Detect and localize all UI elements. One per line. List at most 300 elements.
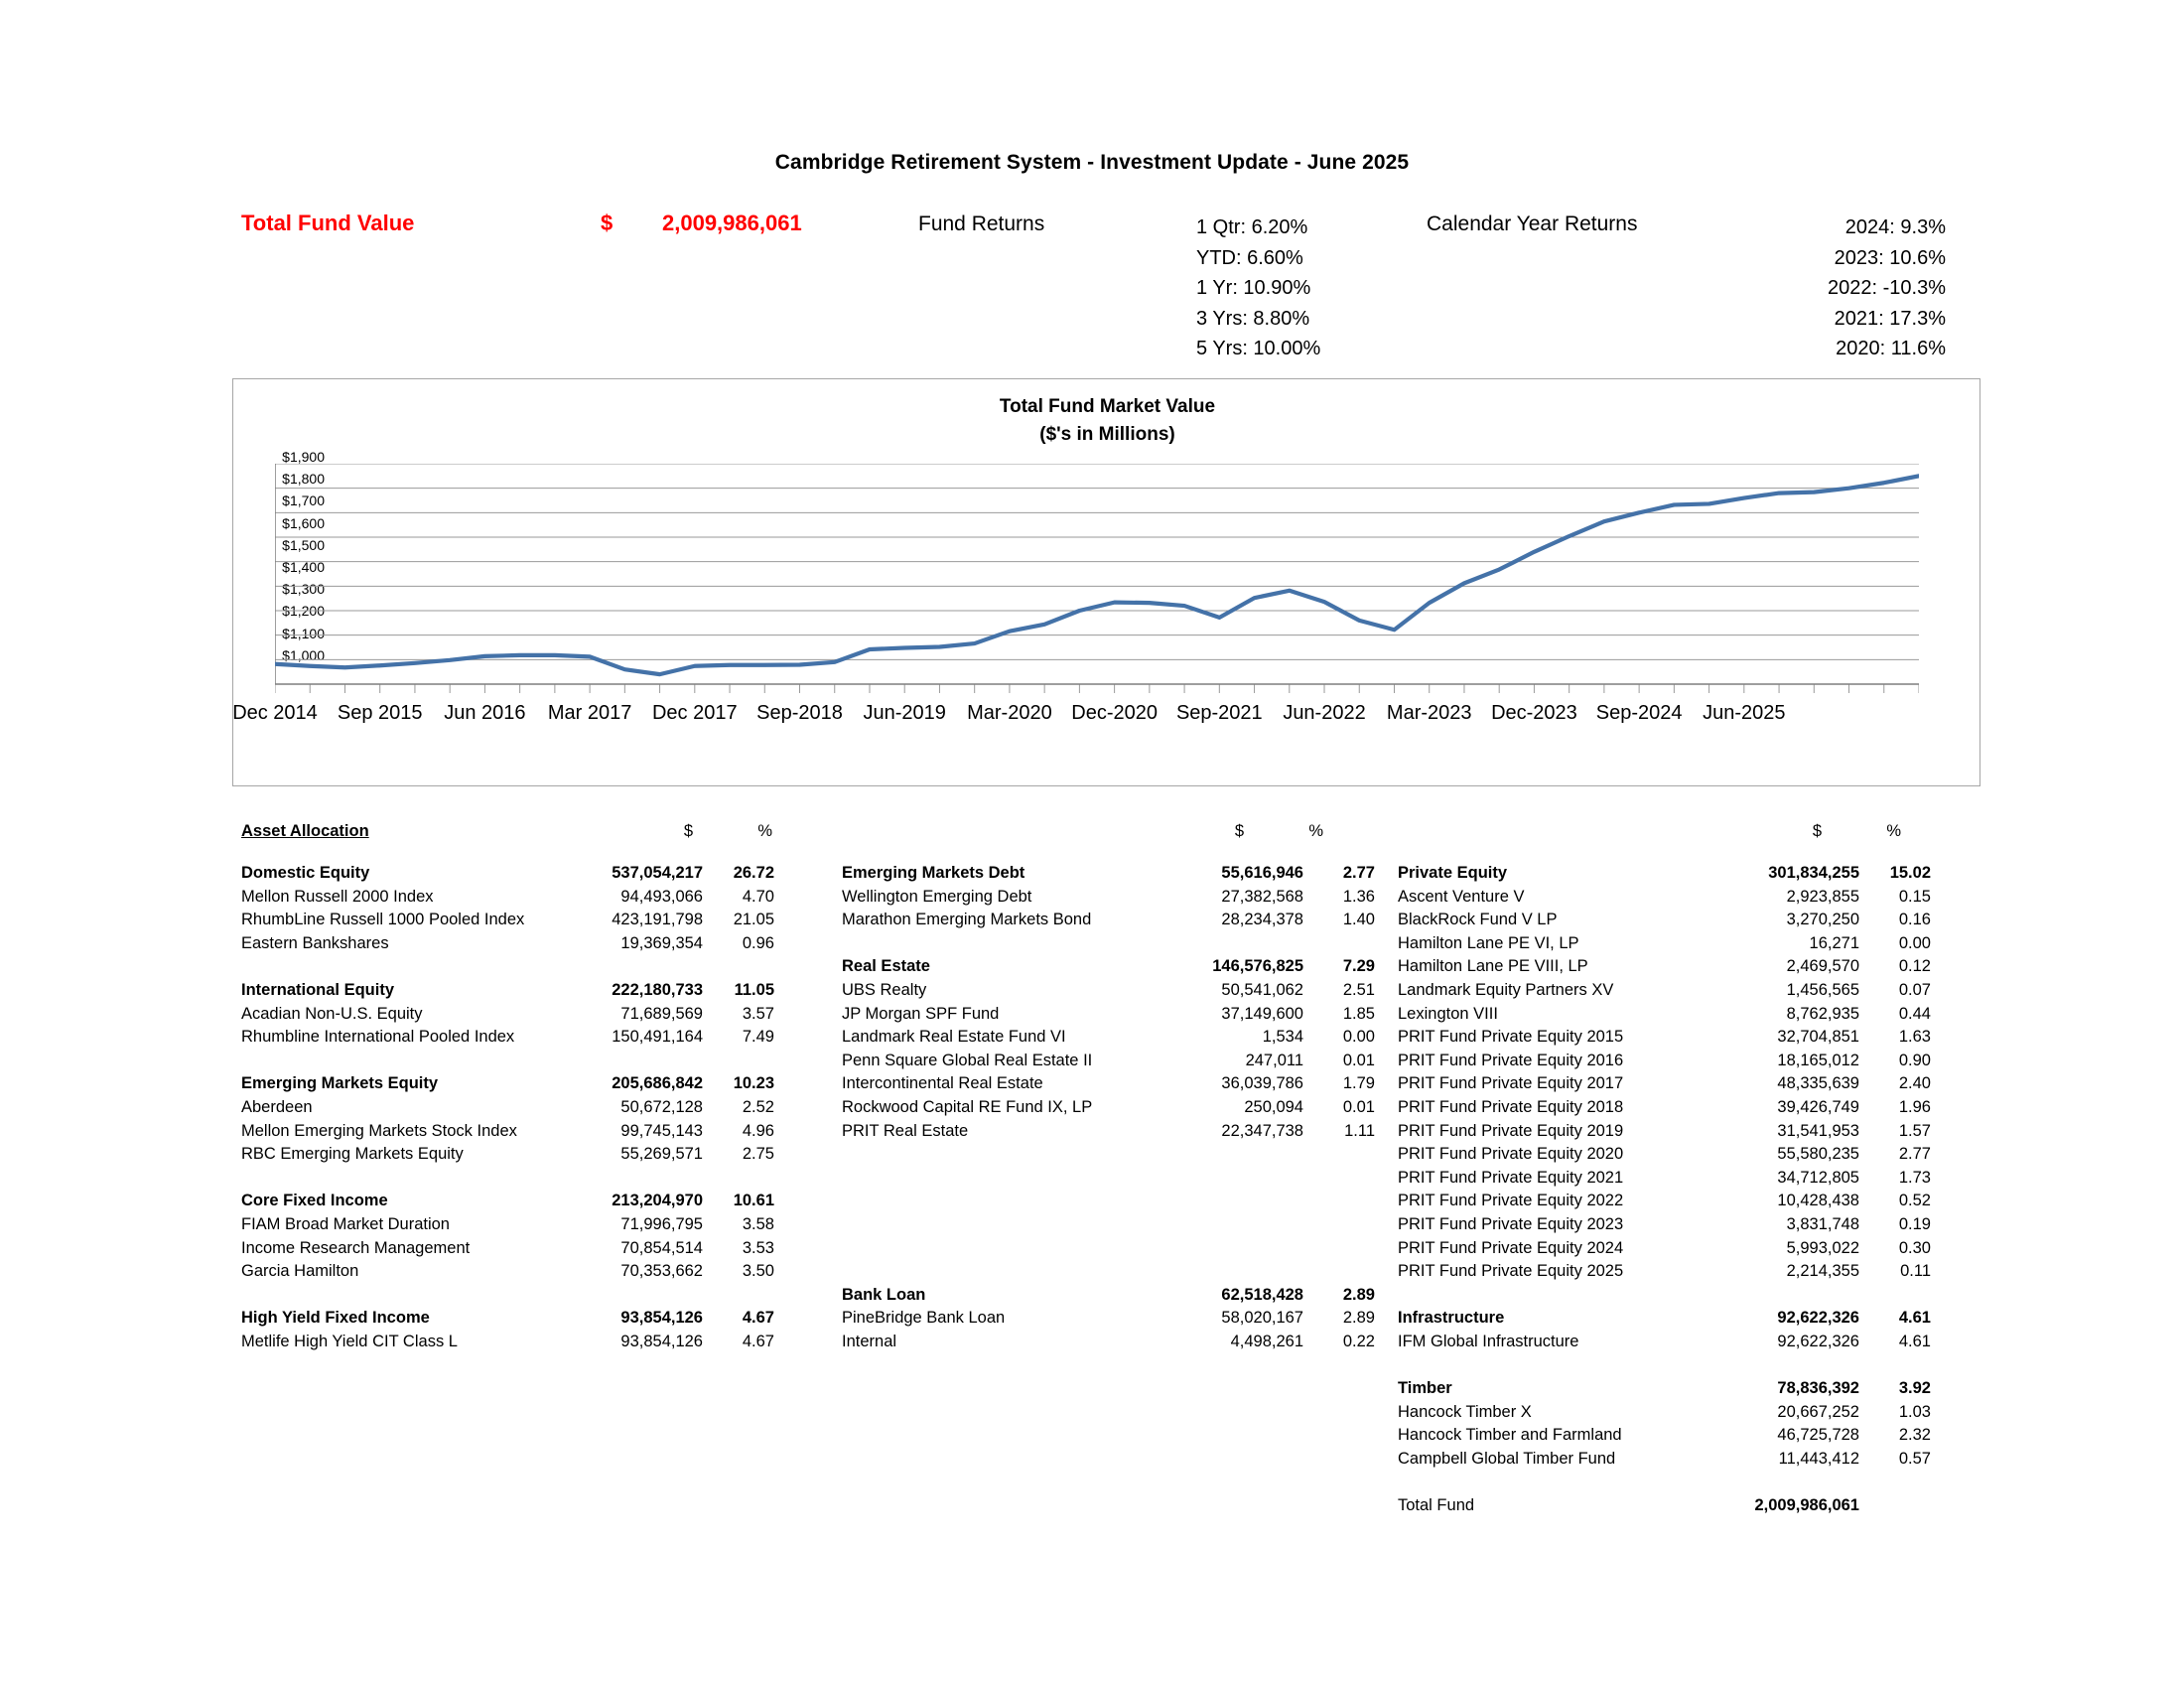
allocation-row-amount: 39,426,749 [1777, 1097, 1859, 1116]
calendar-return-item: 2020: 11.6% [1836, 338, 1946, 359]
allocation-row-amount: 58,020,167 [1221, 1309, 1303, 1328]
chart-x-tick-label: Dec-2020 [1071, 702, 1158, 724]
page-title: Cambridge Retirement System - Investment Update - June 2025 [774, 151, 1410, 174]
allocation-item-row [842, 1120, 1375, 1144]
chart-x-tick-label: Sep-2024 [1595, 702, 1683, 724]
allocation-item-row [1398, 955, 1931, 979]
allocation-row-amount: 55,269,571 [620, 1145, 703, 1164]
allocation-row-percent: 21.05 [733, 911, 774, 929]
allocation-row-amount: 2,469,570 [1786, 957, 1859, 976]
allocation-row-percent: 2.89 [1342, 1309, 1375, 1328]
allocation-column-2 [842, 862, 1375, 1353]
allocation-row-percent: 1.36 [1342, 887, 1375, 906]
allocation-row-percent: 2.77 [1342, 864, 1375, 882]
allocation-row-name: Hancock Timber and Farmland [1398, 1426, 1622, 1445]
allocation-row-percent: 1.96 [1898, 1097, 1931, 1116]
allocation-row-amount: 48,335,639 [1777, 1074, 1859, 1093]
allocation-row-percent: 0.07 [1898, 980, 1931, 999]
allocation-row-name: Total Fund [1398, 1496, 1475, 1515]
calendar-return-item: 2021: 17.3% [1834, 307, 1946, 330]
allocation-row-amount: 62,518,428 [1221, 1285, 1303, 1304]
allocation-spacer [1398, 1353, 1931, 1377]
allocation-row-percent: 1.03 [1898, 1402, 1931, 1421]
allocation-row-amount: 50,541,062 [1221, 980, 1303, 999]
allocation-item-row [1398, 1072, 1931, 1096]
allocation-row-name: BlackRock Fund V LP [1398, 911, 1558, 929]
allocation-row-name: Garcia Hamilton [241, 1262, 359, 1281]
allocation-row-percent: 2.32 [1898, 1426, 1931, 1445]
asset-allocation-title: Asset Allocation [241, 822, 369, 840]
allocation-row-amount: 19,369,354 [620, 933, 703, 952]
fund-return-item: YTD: 6.60% [1196, 246, 1303, 269]
allocation-row-amount: 22,347,738 [1221, 1121, 1303, 1140]
calendar-year-returns-label: Calendar Year Returns [1427, 212, 1638, 235]
allocation-row-amount: 71,996,795 [620, 1214, 703, 1233]
allocation-spacer-cell [1398, 1353, 1931, 1377]
allocation-row-amount: 150,491,164 [612, 1028, 703, 1047]
col-header-pct-2: % [1308, 822, 1323, 840]
allocation-row-name: PRIT Fund Private Equity 2016 [1398, 1051, 1624, 1069]
allocation-row-percent: 2.77 [1898, 1145, 1931, 1164]
allocation-row-amount: 247,011 [1245, 1051, 1303, 1069]
allocation-spacer [241, 1167, 774, 1191]
allocation-row-percent: 1.40 [1342, 911, 1375, 929]
allocation-spacer [842, 1237, 1375, 1261]
allocation-row-name: Rockwood Capital RE Fund IX, LP [842, 1097, 1093, 1116]
chart-plot-area [275, 464, 1919, 684]
allocation-row-name: PRIT Fund Private Equity 2022 [1398, 1192, 1624, 1210]
chart-y-tick: $1,500 [282, 536, 325, 553]
allocation-spacer-cell [1398, 1284, 1931, 1308]
allocation-row-name: Metlife High Yield CIT Class L [241, 1332, 458, 1350]
allocation-table [842, 862, 1375, 1353]
allocation-item-row [1398, 1237, 1931, 1261]
allocation-row-percent: 11.05 [734, 980, 774, 999]
fund-return-item: 3 Yrs: 8.80% [1196, 307, 1310, 330]
allocation-total-row [1398, 1494, 1931, 1518]
allocation-row-name: Lexington VIII [1398, 1004, 1498, 1023]
allocation-row-percent: 0.30 [1898, 1238, 1931, 1257]
allocation-row-name: Real Estate [842, 957, 930, 976]
allocation-row-name: Intercontinental Real Estate [842, 1074, 1043, 1093]
allocation-row-amount: 46,725,728 [1777, 1426, 1859, 1445]
allocation-row-name: UBS Realty [842, 980, 927, 999]
allocation-item-row [241, 1260, 774, 1284]
chart-x-tick-label: Jun-2022 [1283, 702, 1366, 724]
allocation-row-amount: 18,165,012 [1777, 1051, 1859, 1069]
chart-data-line [275, 476, 1919, 674]
chart-y-tick: $1,900 [282, 449, 325, 465]
allocation-item-row [241, 909, 774, 932]
allocation-spacer [241, 1050, 774, 1073]
fund-return-item: 5 Yrs: 10.00% [1196, 338, 1321, 359]
allocation-row-name: Emerging Markets Debt [842, 864, 1025, 882]
fund-return-item: 1 Qtr: 6.20% [1196, 216, 1308, 238]
allocation-row-percent: 15.02 [1889, 864, 1931, 882]
allocation-row-name: PRIT Fund Private Equity 2017 [1398, 1074, 1624, 1093]
chart-y-tick: $1,200 [282, 603, 325, 620]
chart-svg [275, 464, 1919, 696]
allocation-group-row [842, 955, 1375, 979]
allocation-row-name: Rhumbline International Pooled Index [241, 1028, 515, 1047]
allocation-spacer-cell [842, 1143, 1375, 1167]
total-fund-value-amount: 2,009,986,061 [662, 211, 802, 235]
allocation-item-row [241, 1331, 774, 1354]
chart-subtitle: ($'s in Millions) [1039, 424, 1175, 445]
allocation-item-row [1398, 1167, 1931, 1191]
allocation-row-amount: 2,009,986,061 [1754, 1496, 1859, 1515]
allocation-row-amount: 31,541,953 [1777, 1121, 1859, 1140]
chart-x-tick-label: Sep-2021 [1175, 702, 1263, 724]
allocation-row-percent: 3.53 [742, 1238, 774, 1257]
allocation-row-percent: 2.51 [1342, 980, 1375, 999]
allocation-row-name: Hancock Timber X [1398, 1402, 1532, 1421]
allocation-item-row [1398, 1096, 1931, 1120]
allocation-row-name: Wellington Emerging Debt [842, 887, 1032, 906]
allocation-row-name: PRIT Fund Private Equity 2020 [1398, 1145, 1624, 1164]
allocation-column-1 [241, 862, 774, 1353]
allocation-row-percent: 2.40 [1898, 1074, 1931, 1093]
allocation-spacer-cell [842, 1190, 1375, 1213]
allocation-item-row [1398, 1424, 1931, 1448]
allocation-row-amount: 32,704,851 [1777, 1028, 1859, 1047]
chart-x-tick-label: Dec 2014 [232, 702, 318, 724]
allocation-row-percent: 0.96 [742, 933, 774, 952]
allocation-row-percent: 0.15 [1898, 887, 1931, 906]
allocation-row-percent: 7.49 [742, 1028, 774, 1047]
calendar-return-item: 2023: 10.6% [1834, 246, 1946, 269]
allocation-row-name: PRIT Fund Private Equity 2023 [1398, 1214, 1624, 1233]
chart-x-tick-label: Jun-2025 [1703, 702, 1786, 724]
allocation-group-row [241, 862, 774, 886]
allocation-row-amount: 37,149,600 [1221, 1004, 1303, 1023]
allocation-row-name: Infrastructure [1398, 1309, 1505, 1328]
allocation-row-amount: 10,428,438 [1777, 1192, 1859, 1210]
allocation-row-amount: 55,580,235 [1777, 1145, 1859, 1164]
allocation-spacer-cell [241, 1050, 774, 1073]
allocation-row-percent: 4.70 [742, 887, 774, 906]
chart-y-tick: $1,600 [282, 514, 325, 531]
chart-x-tick-label: Sep 2015 [337, 702, 423, 724]
col-header-dollar-3: $ [1812, 822, 1822, 840]
allocation-item-row [1398, 1120, 1931, 1144]
allocation-spacer [842, 1167, 1375, 1191]
chart-x-tick-label: Mar 2017 [547, 702, 632, 724]
allocation-item-row [842, 1072, 1375, 1096]
allocation-row-name: PRIT Fund Private Equity 2015 [1398, 1028, 1624, 1047]
allocation-item-row [241, 1003, 774, 1027]
allocation-spacer [1398, 1471, 1931, 1494]
allocation-spacer [1398, 1284, 1931, 1308]
allocation-row-name: Hamilton Lane PE VIII, LP [1398, 957, 1588, 976]
allocation-row-name: Emerging Markets Equity [241, 1074, 439, 1093]
chart-x-tick-label: Dec 2017 [651, 702, 738, 724]
allocation-row-percent: 3.58 [742, 1214, 774, 1233]
allocation-row-percent: 0.00 [1342, 1028, 1375, 1047]
allocation-item-row [1398, 1143, 1931, 1167]
allocation-item-row [842, 979, 1375, 1003]
allocation-row-name: PRIT Fund Private Equity 2024 [1398, 1238, 1624, 1257]
allocation-row-amount: 250,094 [1244, 1097, 1303, 1116]
allocation-row-percent: 3.57 [742, 1004, 774, 1023]
allocation-row-name: FIAM Broad Market Duration [241, 1214, 450, 1233]
allocation-item-row [241, 1237, 774, 1261]
chart-x-tick-label: Mar-2020 [967, 702, 1052, 724]
chart-x-tick-label: Sep-2018 [756, 702, 843, 724]
allocation-row-percent: 0.16 [1898, 911, 1931, 929]
allocation-row-percent: 26.72 [733, 864, 774, 882]
allocation-row-amount: 8,762,935 [1786, 1004, 1859, 1023]
allocation-item-row [842, 1026, 1375, 1050]
allocation-item-row [1398, 1260, 1931, 1284]
allocation-row-percent: 2.89 [1342, 1285, 1375, 1304]
allocation-item-row [241, 1120, 774, 1144]
allocation-row-name: PRIT Fund Private Equity 2021 [1398, 1168, 1624, 1187]
allocation-spacer-cell [241, 1284, 774, 1308]
allocation-row-name: Landmark Equity Partners XV [1398, 980, 1614, 999]
allocation-row-name: PRIT Real Estate [842, 1121, 969, 1140]
chart-x-tick-label: Dec-2023 [1491, 702, 1577, 724]
chart-y-tick: $1,400 [282, 558, 325, 575]
allocation-row-name: Ascent Venture V [1398, 887, 1525, 906]
allocation-row-name: International Equity [241, 980, 395, 999]
allocation-row-percent: 2.75 [742, 1145, 774, 1164]
allocation-spacer [241, 1284, 774, 1308]
allocation-row-percent: 3.50 [742, 1262, 774, 1281]
allocation-row-name: JP Morgan SPF Fund [842, 1004, 1000, 1023]
allocation-item-row [241, 932, 774, 956]
allocation-row-amount: 301,834,255 [1768, 864, 1859, 882]
allocation-row-name: PineBridge Bank Loan [842, 1309, 1006, 1328]
allocation-item-row [842, 886, 1375, 910]
allocation-row-name: Eastern Bankshares [241, 933, 389, 952]
allocation-item-row [1398, 1190, 1931, 1213]
allocation-spacer-cell [1398, 1471, 1931, 1494]
allocation-item-row [1398, 886, 1931, 910]
allocation-group-row [241, 1190, 774, 1213]
allocation-row-percent: 2.52 [742, 1097, 774, 1116]
chart-y-tick: $1,700 [282, 492, 325, 509]
allocation-row-name: PRIT Fund Private Equity 2019 [1398, 1121, 1624, 1140]
allocation-row-name: Penn Square Global Real Estate II [842, 1051, 1093, 1069]
allocation-row-amount: 93,854,126 [620, 1332, 703, 1350]
allocation-column-3 [1398, 862, 1931, 1518]
allocation-item-row [1398, 1401, 1931, 1425]
allocation-row-amount: 94,493,066 [620, 887, 703, 906]
allocation-spacer-cell [241, 1167, 774, 1191]
allocation-item-row [1398, 909, 1931, 932]
allocation-row-amount: 70,854,514 [620, 1238, 703, 1257]
chart-y-tick: $1,800 [282, 471, 325, 488]
allocation-group-row [241, 1072, 774, 1096]
chart-title: Total Fund Market Value [999, 396, 1216, 417]
allocation-row-percent: 7.29 [1342, 957, 1375, 976]
allocation-row-amount: 34,712,805 [1777, 1168, 1859, 1187]
allocation-group-row [842, 862, 1375, 886]
allocation-row-percent: 0.01 [1342, 1097, 1375, 1116]
allocation-row-amount: 70,353,662 [620, 1262, 703, 1281]
allocation-row-amount: 213,204,970 [612, 1192, 703, 1210]
allocation-group-row [1398, 1377, 1931, 1401]
allocation-spacer [842, 1213, 1375, 1237]
allocation-row-amount: 1,534 [1262, 1028, 1303, 1047]
allocation-row-amount: 71,689,569 [620, 1004, 703, 1023]
allocation-row-percent: 1.11 [1344, 1121, 1375, 1140]
allocation-item-row [842, 1096, 1375, 1120]
allocation-row-name: Acadian Non-U.S. Equity [241, 1004, 423, 1023]
allocation-row-percent: 0.44 [1898, 1004, 1931, 1023]
allocation-item-row [842, 1307, 1375, 1331]
allocation-row-name: Internal [842, 1332, 897, 1350]
allocation-row-percent: 1.79 [1342, 1074, 1375, 1093]
allocation-row-name: Core Fixed Income [241, 1192, 388, 1210]
allocation-row-name: Mellon Russell 2000 Index [241, 887, 434, 906]
allocation-row-name: PRIT Fund Private Equity 2018 [1398, 1097, 1624, 1116]
allocation-row-amount: 4,498,261 [1230, 1332, 1303, 1350]
allocation-row-amount: 50,672,128 [620, 1097, 703, 1116]
allocation-row-amount: 11,443,412 [1778, 1449, 1859, 1468]
allocation-group-row [1398, 1307, 1931, 1331]
allocation-item-row [1398, 1213, 1931, 1237]
market-value-chart [232, 378, 1980, 786]
allocation-row-percent: 0.22 [1342, 1332, 1375, 1350]
chart-y-tick: $1,100 [282, 625, 325, 641]
allocation-item-row [1398, 1050, 1931, 1073]
allocation-row-name: Campbell Global Timber Fund [1398, 1449, 1616, 1468]
allocation-row-amount: 146,576,825 [1212, 957, 1303, 976]
chart-y-tick: $1,000 [282, 646, 325, 663]
allocation-spacer [842, 1190, 1375, 1213]
allocation-row-percent: 0.00 [1898, 933, 1931, 952]
allocation-row-percent: 0.90 [1898, 1051, 1931, 1069]
fund-returns-list [1196, 212, 1320, 364]
allocation-row-percent: 1.73 [1898, 1168, 1931, 1187]
allocation-item-row [1398, 1448, 1931, 1472]
allocation-item-row [1398, 1026, 1931, 1050]
allocation-row-name: Landmark Real Estate Fund VI [842, 1028, 1066, 1047]
allocation-row-name: Bank Loan [842, 1285, 926, 1304]
calendar-year-returns-list [1777, 212, 1946, 364]
allocation-spacer [241, 955, 774, 979]
allocation-item-row [842, 1050, 1375, 1073]
allocation-group-row [1398, 862, 1931, 886]
col-header-dollar-2: $ [1234, 822, 1244, 840]
allocation-row-amount: 423,191,798 [612, 911, 703, 929]
allocation-row-percent: 3.92 [1898, 1379, 1931, 1398]
allocation-table [241, 862, 774, 1353]
allocation-item-row [842, 909, 1375, 932]
allocation-row-amount: 78,836,392 [1777, 1379, 1859, 1398]
allocation-row-amount: 2,214,355 [1786, 1262, 1859, 1281]
allocation-row-amount: 28,234,378 [1221, 911, 1303, 929]
allocation-row-amount: 2,923,855 [1786, 887, 1859, 906]
allocation-item-row [842, 1331, 1375, 1354]
allocation-spacer-cell [842, 1237, 1375, 1261]
allocation-group-row [241, 1307, 774, 1331]
allocation-item-row [1398, 1003, 1931, 1027]
allocation-spacer-cell [842, 1260, 1375, 1284]
allocation-row-percent: 4.67 [742, 1332, 774, 1350]
allocation-group-row [842, 1284, 1375, 1308]
allocation-item-row [241, 1213, 774, 1237]
allocation-row-name: RBC Emerging Markets Equity [241, 1145, 464, 1164]
allocation-row-percent: 0.52 [1898, 1192, 1931, 1210]
allocation-row-percent: 0.57 [1898, 1449, 1931, 1468]
allocation-row-percent: 10.61 [733, 1192, 774, 1210]
chart-x-tick-label: Jun 2016 [444, 702, 526, 724]
total-fund-value-currency: $ [601, 211, 614, 235]
allocation-item-row [241, 886, 774, 910]
allocation-row-name: Aberdeen [241, 1097, 313, 1116]
allocation-row-percent: 4.96 [742, 1121, 774, 1140]
allocation-spacer [842, 1143, 1375, 1167]
allocation-row-amount: 3,270,250 [1786, 911, 1859, 929]
allocation-row-percent: 4.61 [1898, 1309, 1931, 1328]
fund-return-item: 1 Yr: 10.90% [1196, 277, 1311, 299]
allocation-row-percent: 0.19 [1898, 1214, 1931, 1233]
allocation-item-row [842, 1003, 1375, 1027]
total-fund-value-label: Total Fund Value [241, 211, 415, 235]
calendar-return-item: 2024: 9.3% [1844, 216, 1946, 238]
allocation-item-row [1398, 1331, 1931, 1354]
allocation-row-percent: 0.11 [1900, 1262, 1931, 1281]
allocation-row-amount: 222,180,733 [612, 980, 703, 999]
allocation-row-percent: 1.63 [1898, 1028, 1931, 1047]
allocation-spacer-cell [842, 1167, 1375, 1191]
allocation-spacer-cell [241, 955, 774, 979]
allocation-row-amount: 3,831,748 [1786, 1214, 1859, 1233]
col-header-pct-3: % [1886, 822, 1901, 840]
allocation-row-amount: 16,271 [1809, 933, 1859, 952]
allocation-row-amount: 36,039,786 [1221, 1074, 1303, 1093]
chart-x-tick-label: Jun-2019 [863, 702, 946, 724]
allocation-row-percent: 0.12 [1898, 957, 1931, 976]
allocation-row-amount: 99,745,143 [620, 1121, 703, 1140]
col-header-dollar-1: $ [683, 822, 693, 840]
allocation-row-name: IFM Global Infrastructure [1398, 1332, 1579, 1350]
fund-returns-label: Fund Returns [918, 212, 1045, 235]
allocation-row-amount: 93,854,126 [620, 1309, 703, 1328]
col-header-pct-1: % [757, 822, 772, 840]
allocation-row-name: RhumbLine Russell 1000 Pooled Index [241, 911, 525, 929]
allocation-row-percent: 4.67 [742, 1309, 774, 1328]
allocation-row-percent [1859, 1494, 1931, 1518]
allocation-row-amount: 205,686,842 [612, 1074, 703, 1093]
allocation-item-row [241, 1096, 774, 1120]
allocation-row-amount: 55,616,946 [1221, 864, 1303, 882]
allocation-row-amount: 92,622,326 [1777, 1332, 1859, 1350]
allocation-row-amount: 20,667,252 [1777, 1402, 1859, 1421]
allocation-row-name: Mellon Emerging Markets Stock Index [241, 1121, 517, 1140]
allocation-item-row [1398, 932, 1931, 956]
allocation-spacer-cell [842, 1213, 1375, 1237]
allocation-spacer [842, 932, 1375, 956]
allocation-row-amount: 5,993,022 [1786, 1238, 1859, 1257]
allocation-row-amount: 1,456,565 [1786, 980, 1859, 999]
allocation-item-row [241, 1026, 774, 1050]
allocation-row-percent: 1.57 [1898, 1121, 1931, 1140]
allocation-row-name: Income Research Management [241, 1238, 471, 1257]
chart-x-tick-label: Mar-2023 [1386, 702, 1472, 724]
allocation-row-amount: 537,054,217 [612, 864, 703, 882]
allocation-row-amount: 27,382,568 [1221, 887, 1303, 906]
allocation-item-row [1398, 979, 1931, 1003]
chart-y-tick: $1,300 [282, 581, 325, 598]
allocation-spacer-cell [842, 932, 1375, 956]
allocation-row-percent: 4.61 [1898, 1332, 1931, 1350]
allocation-row-percent: 0.01 [1342, 1051, 1375, 1069]
calendar-return-item: 2022: -10.3% [1828, 277, 1946, 299]
